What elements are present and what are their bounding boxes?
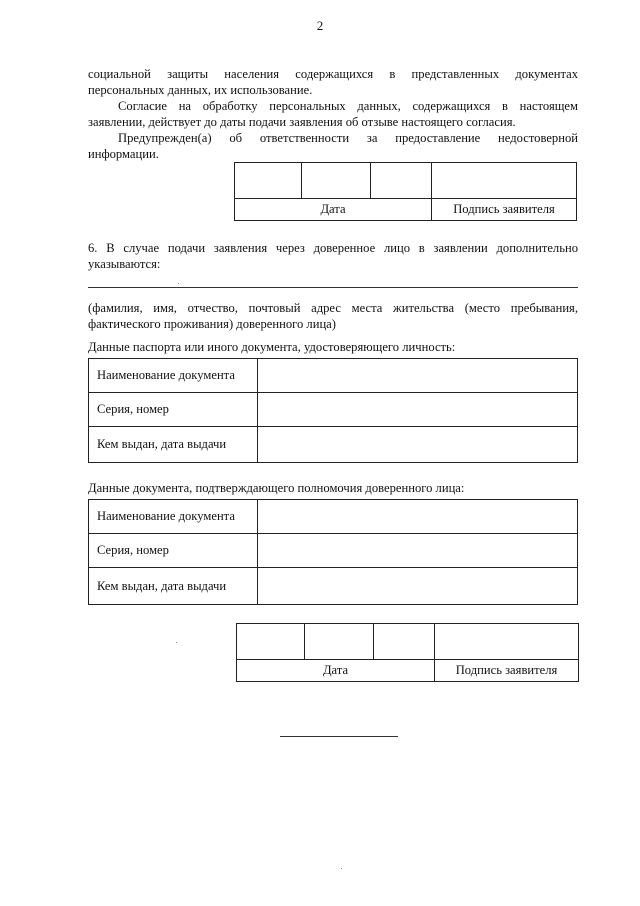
authority-series-label: Серия, номер [89, 534, 258, 568]
scan-speck [178, 283, 179, 284]
authority-doc-name-label: Наименование документа [89, 500, 258, 534]
passport-doc-name-value[interactable] [258, 359, 578, 393]
date-cell-month[interactable] [305, 624, 374, 660]
signature-cell[interactable] [432, 163, 577, 199]
authority-heading: Данные документа, подтверждающего полномочия доверенного лица: [88, 481, 465, 495]
signature-label: Подпись заявителя [435, 660, 579, 682]
table-row [89, 393, 578, 427]
passport-table [88, 358, 578, 463]
closing-divider [280, 736, 398, 737]
section-6-line-1: 6. В случае подачи заявления через доверенное лицо в заявлении дополнительно [88, 241, 578, 255]
authority-issued-value[interactable] [258, 568, 578, 605]
table-row [89, 359, 578, 393]
signature-table-1 [234, 162, 577, 221]
date-cell-year[interactable] [374, 624, 435, 660]
passport-heading: Данные паспорта или иного документа, удостоверяющего личность: [88, 340, 456, 354]
date-cell-year[interactable] [371, 163, 432, 199]
signature-label: Подпись заявителя [432, 199, 577, 221]
warning-paragraph-line-1: Предупрежден(а) об ответственности за предоставление недостоверной [118, 131, 578, 145]
consent-paragraph-line-2: персональных данных, их использование. [88, 83, 313, 97]
passport-issued-label: Кем выдан, дата выдачи [89, 427, 258, 463]
date-cell-month[interactable] [302, 163, 371, 199]
table-row [89, 500, 578, 534]
date-label: Дата [235, 199, 432, 221]
authority-issued-label: Кем выдан, дата выдачи [89, 568, 258, 605]
validity-paragraph-line-2: заявлении, действует до даты подачи заявления об отзыве настоящего согласия. [88, 115, 516, 129]
scan-speck [341, 868, 342, 869]
validity-paragraph-line-1: Согласие на обработку персональных данных, содержащихся в настоящем [118, 99, 578, 113]
page-number: 2 [316, 18, 324, 33]
signature-cell[interactable] [435, 624, 579, 660]
proxy-caption-line-1: (фамилия, имя, отчество, почтовый адрес места жительства (место пребывания, [88, 301, 578, 315]
passport-series-value[interactable] [258, 393, 578, 427]
proxy-caption-line-2: фактического проживания) доверенного лица) [88, 317, 336, 331]
date-cell-day[interactable] [237, 624, 305, 660]
authority-doc-name-value[interactable] [258, 500, 578, 534]
table-row [89, 568, 578, 605]
consent-paragraph-line-1: социальной защиты населения содержащихся в представленных документах [88, 67, 578, 81]
passport-doc-name-label: Наименование документа [89, 359, 258, 393]
table-row [89, 427, 578, 463]
authority-table [88, 499, 578, 605]
table-row [89, 534, 578, 568]
date-label: Дата [237, 660, 435, 682]
date-cell-day[interactable] [235, 163, 302, 199]
warning-paragraph-line-2: информации. [88, 147, 159, 161]
passport-series-label: Серия, номер [89, 393, 258, 427]
signature-table-2 [236, 623, 579, 682]
authority-series-value[interactable] [258, 534, 578, 568]
proxy-details-fill-line[interactable] [88, 287, 578, 288]
passport-issued-value[interactable] [258, 427, 578, 463]
scan-speck [176, 642, 177, 643]
section-6-line-2: указываются: [88, 257, 161, 271]
